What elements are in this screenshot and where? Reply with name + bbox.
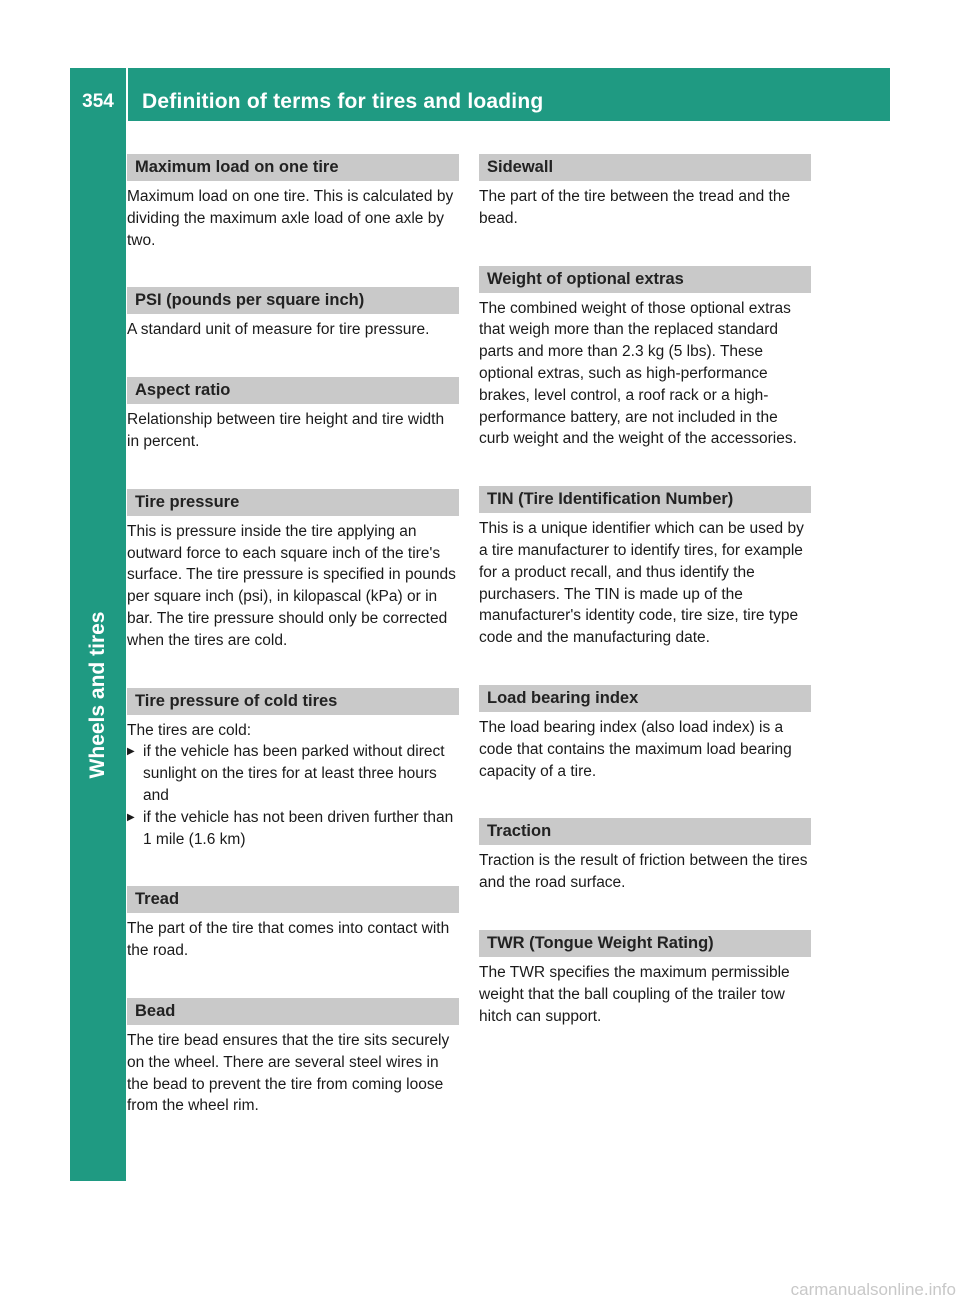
section-max-load <box>127 154 459 251</box>
section-text: A standard unit of measure for tire pressure. <box>127 321 430 339</box>
section-sidewall <box>479 154 811 230</box>
section-psi <box>127 287 459 341</box>
section-heading: TWR (Tongue Weight Rating) <box>479 930 811 957</box>
section-bead <box>127 998 459 1117</box>
list-item <box>127 741 459 806</box>
bullet-icon: ▶ <box>127 811 135 823</box>
header-divider <box>126 68 128 121</box>
left-column <box>127 154 459 1153</box>
section-text: The tire bead ensures that the tire sits securely on the wheel. There are several steel wires in the bead to prevent the tire from coming loose from the wheel rim. <box>127 1031 450 1115</box>
section-text: Relationship between tire height and tire width in percent. <box>127 411 445 450</box>
section-tin <box>479 486 811 649</box>
section-traction <box>479 818 811 894</box>
section-heading: Aspect ratio <box>127 377 459 404</box>
section-text: The part of the tire between the tread and the bead. <box>479 188 791 227</box>
section-optional-extras <box>479 266 811 451</box>
section-aspect-ratio <box>127 377 459 453</box>
section-text: The combined weight of those optional extras that weigh more than the replaced standard parts and more than 2.3 kg (5 lbs). These optional extras, such as high-performance brakes, level control, a roof rack or a high-performance battery, are not included in the curb weight and the weight of the accessories. <box>479 299 797 448</box>
right-column <box>479 154 811 1063</box>
page-title: Definition of terms for tires and loading <box>142 90 544 113</box>
bullet-list <box>127 741 459 850</box>
section-heading: Sidewall <box>479 154 811 181</box>
section-tread <box>127 886 459 962</box>
section-text: The part of the tire that comes into contact with the road. <box>127 920 450 960</box>
watermark: carmanualsonline.info <box>790 1280 956 1299</box>
section-heading: TIN (Tire Identification Number) <box>479 486 811 513</box>
bullet-icon: ▶ <box>127 746 135 758</box>
page-number: 354 <box>82 91 114 112</box>
section-text: The tires are cold: <box>127 721 252 739</box>
section-text: The load bearing index (also load index) is a code that contains the maximum load bearing capacity of a tire. <box>479 718 792 780</box>
section-heading: Load bearing index <box>479 685 811 712</box>
section-text: This is pressure inside the tire applying an outward force to each square inch of the tire's surface. The tire pressure is specified in pounds per square inch (psi), in kilopascal (kPa) or in bar. The tire pressure should only be corrected when the tires are cold. <box>127 522 456 649</box>
section-twr <box>479 930 811 1027</box>
section-tire-pressure <box>127 489 459 652</box>
section-heading: Maximum load on one tire <box>127 154 459 181</box>
section-heading: Tire pressure <box>127 489 459 516</box>
section-text: Traction is the result of friction between the tires and the road surface. <box>479 852 808 892</box>
list-item <box>127 807 459 851</box>
section-text: Maximum load on one tire. This is calculated by dividing the maximum axle load of one axle by two. <box>127 188 454 249</box>
list-item-text: if the vehicle has been parked without direct sunlight on the tires for at least three hours and <box>143 743 445 804</box>
section-heading: Bead <box>127 998 459 1025</box>
list-item-text: if the vehicle has not been driven further than 1 mile (1.6 km) <box>143 808 454 848</box>
side-tab-label: Wheels and tires <box>86 611 109 779</box>
section-heading: PSI (pounds per square inch) <box>127 287 459 314</box>
section-heading: Tread <box>127 886 459 913</box>
section-heading: Tire pressure of cold tires <box>127 688 459 715</box>
section-text: The TWR specifies the maximum permissible weight that the ball coupling of the trailer tow hitch can support. <box>479 963 790 1025</box>
section-heading: Weight of optional extras <box>479 266 811 293</box>
section-load-index <box>479 685 811 782</box>
section-text: This is a unique identifier which can be used by a tire manufacturer to identify tires, for example for a product recall, and thus identify the purchasers. The TIN is made up of the manufacturer's identity code, tire size, tire type code and the manufacturing date. <box>479 520 804 647</box>
section-cold-tires <box>127 688 459 851</box>
page-header <box>70 68 890 121</box>
section-heading: Traction <box>479 818 811 845</box>
